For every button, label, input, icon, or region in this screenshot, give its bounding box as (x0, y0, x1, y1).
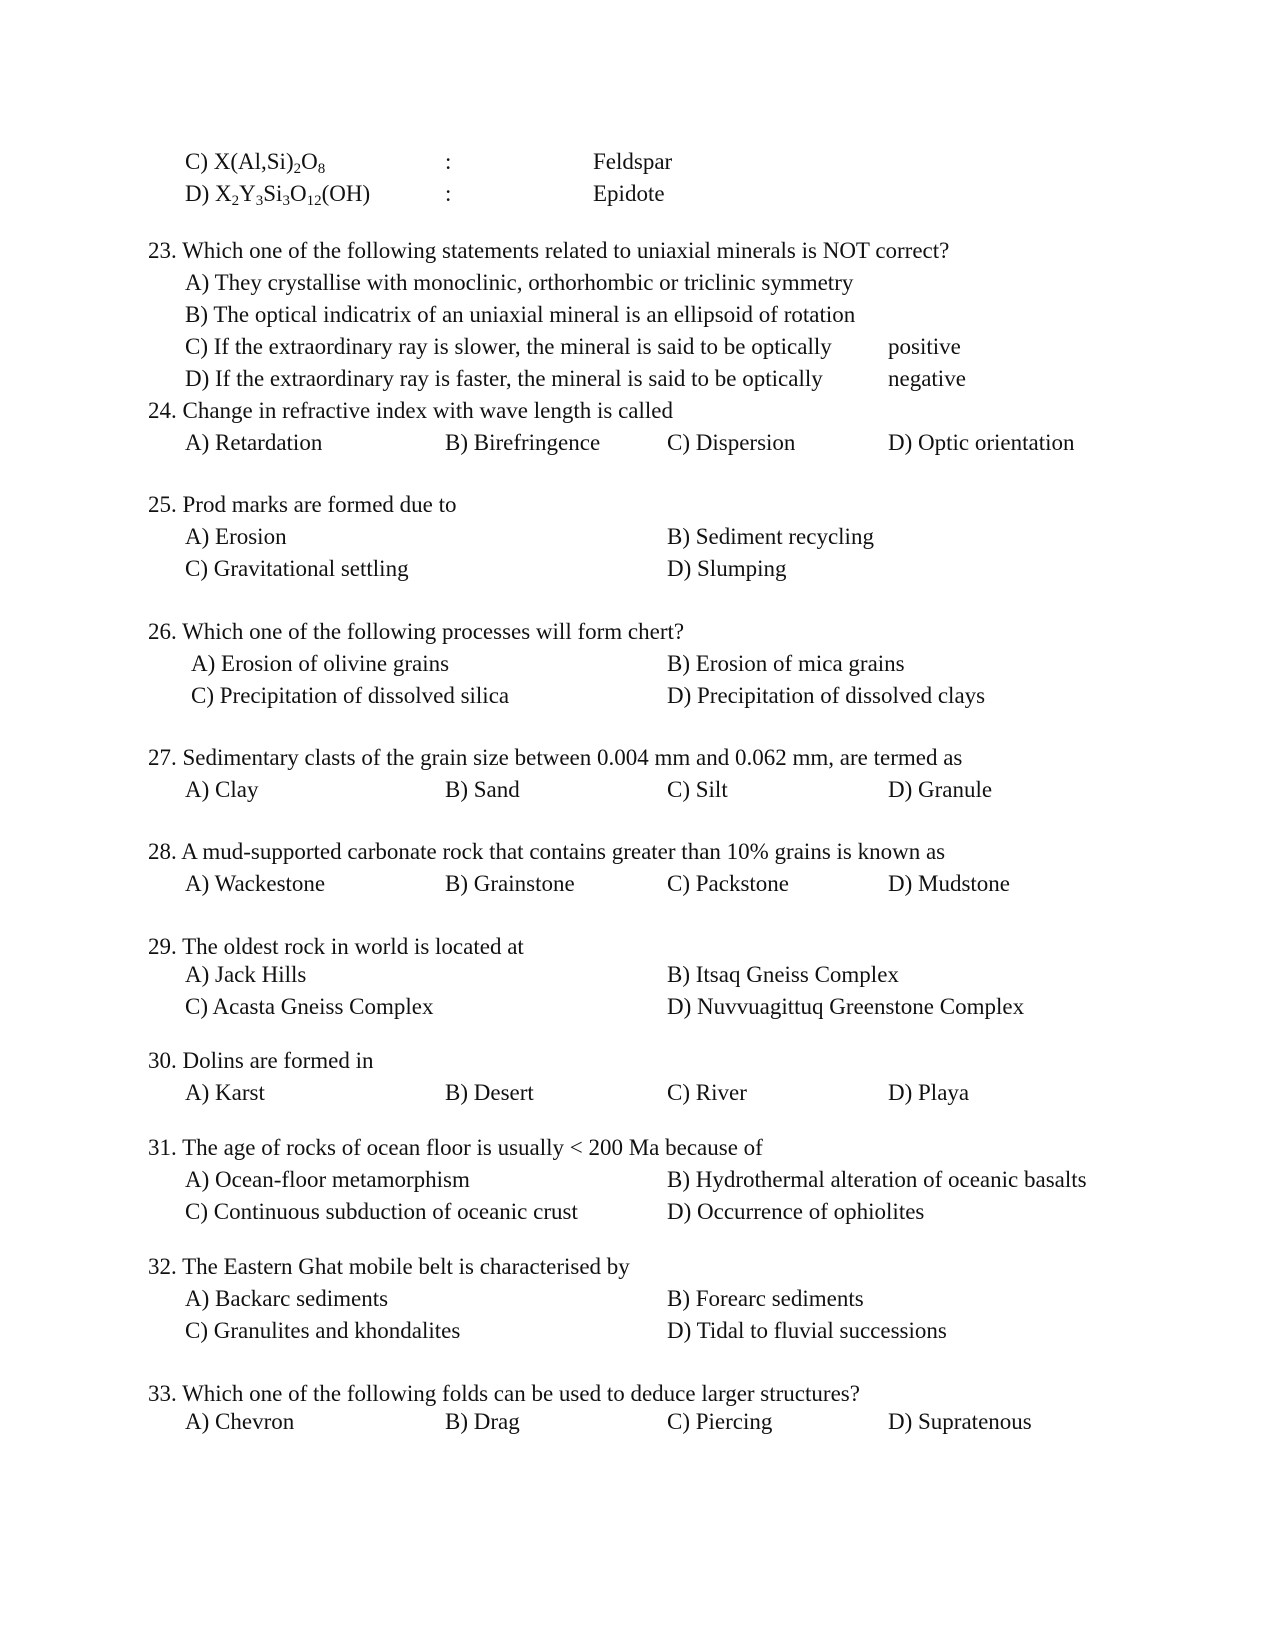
question-25-text: 25. Prod marks are formed due to (148, 492, 457, 517)
q27-option-a: A) Clay (185, 777, 259, 802)
q27-option-b: B) Sand (445, 777, 520, 802)
q25-option-a: A) Erosion (185, 524, 287, 549)
q22-option-c-colon: : (445, 149, 452, 174)
q31-option-c: C) Continuous subduction of oceanic crust (185, 1199, 578, 1224)
q32-option-b: B) Forearc sediments (667, 1286, 864, 1311)
q26-option-d: D) Precipitation of dissolved clays (667, 683, 986, 708)
question-29-text: 29. The oldest rock in world is located at (148, 934, 524, 959)
q32-option-a: A) Backarc sediments (185, 1286, 389, 1311)
q23-option-c-end: positive (888, 334, 961, 359)
q31-option-d: D) Occurrence of ophiolites (667, 1199, 925, 1224)
q26-option-b: B) Erosion of mica grains (667, 651, 905, 676)
q26-option-c: C) Precipitation of dissolved silica (191, 683, 510, 708)
q25-option-c: C) Gravitational settling (185, 556, 409, 581)
q29-option-b: B) Itsaq Gneiss Complex (667, 962, 899, 987)
q30-option-b: B) Desert (445, 1080, 534, 1105)
q32-option-c: C) Granulites and khondalites (185, 1318, 461, 1343)
q23-option-c: C) If the extraordinary ray is slower, the mineral is said to be optically (185, 334, 832, 359)
q25-option-d: D) Slumping (667, 556, 787, 581)
q30-option-d: D) Playa (888, 1080, 970, 1105)
q23-option-b: B) The optical indicatrix of an uniaxial mineral is an ellipsoid of rotation (185, 302, 856, 327)
q28-option-a: A) Wackestone (185, 871, 326, 896)
q23-option-a: A) They crystallise with monoclinic, orthorhombic or triclinic symmetry (185, 270, 854, 295)
q22-option-c-mineral: Feldspar (593, 149, 673, 174)
q30-option-a: A) Karst (185, 1080, 265, 1105)
q28-option-d: D) Mudstone (888, 871, 1011, 896)
q22-option-d-formula: D) $X_2Y_3Si_3O_{12}(OH)$ (185, 181, 371, 209)
question-26-text: 26. Which one of the following processes will form chert? (148, 619, 685, 644)
q31-option-a: A) Ocean-floor metamorphism (185, 1167, 470, 1192)
q28-option-b: B) Grainstone (445, 871, 575, 896)
q33-option-a: A) Chevron (185, 1409, 295, 1434)
q33-option-b: B) Drag (445, 1409, 520, 1434)
question-31-text: 31. The age of rocks of ocean floor is usually < 200 Ma because of (148, 1135, 763, 1160)
question-27-text: 27. Sedimentary clasts of the grain size between 0.004 mm and 0.062 mm, are termed as (148, 745, 963, 770)
q26-option-a: A) Erosion of olivine grains (191, 651, 450, 676)
question-32-text: 32. The Eastern Ghat mobile belt is characterised by (148, 1254, 630, 1279)
q27-option-d: D) Granule (888, 777, 993, 802)
question-28-text: 28. A mud-supported carbonate rock that contains greater than 10% grains is known as (148, 839, 946, 864)
q24-option-d: D) Optic orientation (888, 430, 1075, 455)
q33-option-d: D) Supratenous (888, 1409, 1032, 1434)
question-33-text: 33. Which one of the following folds can be used to deduce larger structures? (148, 1381, 860, 1406)
q31-option-b: B) Hydrothermal alteration of oceanic basalts (667, 1167, 1087, 1192)
q23-option-d: D) If the extraordinary ray is faster, the mineral is said to be optically (185, 366, 823, 391)
q29-option-d: D) Nuvvuagittuq Greenstone Complex (667, 994, 1025, 1019)
question-23-text: 23. Which one of the following statements related to uniaxial minerals is NOT correct? (148, 238, 950, 263)
q24-option-c: C) Dispersion (667, 430, 796, 455)
q29-option-a: A) Jack Hills (185, 962, 307, 987)
q27-option-c: C) Silt (667, 777, 728, 802)
q25-option-b: B) Sediment recycling (667, 524, 874, 549)
question-30-text: 30. Dolins are formed in (148, 1048, 374, 1073)
q24-option-b: B) Birefringence (445, 430, 601, 455)
q32-option-d: D) Tidal to fluvial successions (667, 1318, 947, 1343)
q22-option-d-mineral: Epidote (593, 181, 665, 206)
q28-option-c: C) Packstone (667, 871, 790, 896)
q29-option-c: C) Acasta Gneiss Complex (185, 994, 434, 1019)
question-24-text: 24. Change in refractive index with wave length is called (148, 398, 673, 423)
q24-option-a: A) Retardation (185, 430, 323, 455)
q22-option-d-colon: : (445, 181, 452, 206)
q30-option-c: C) River (667, 1080, 747, 1105)
q33-option-c: C) Piercing (667, 1409, 773, 1434)
q22-option-c-formula: C) $X(Al,Si)_2O_8$ (185, 149, 326, 177)
q23-option-d-end: negative (888, 366, 966, 391)
